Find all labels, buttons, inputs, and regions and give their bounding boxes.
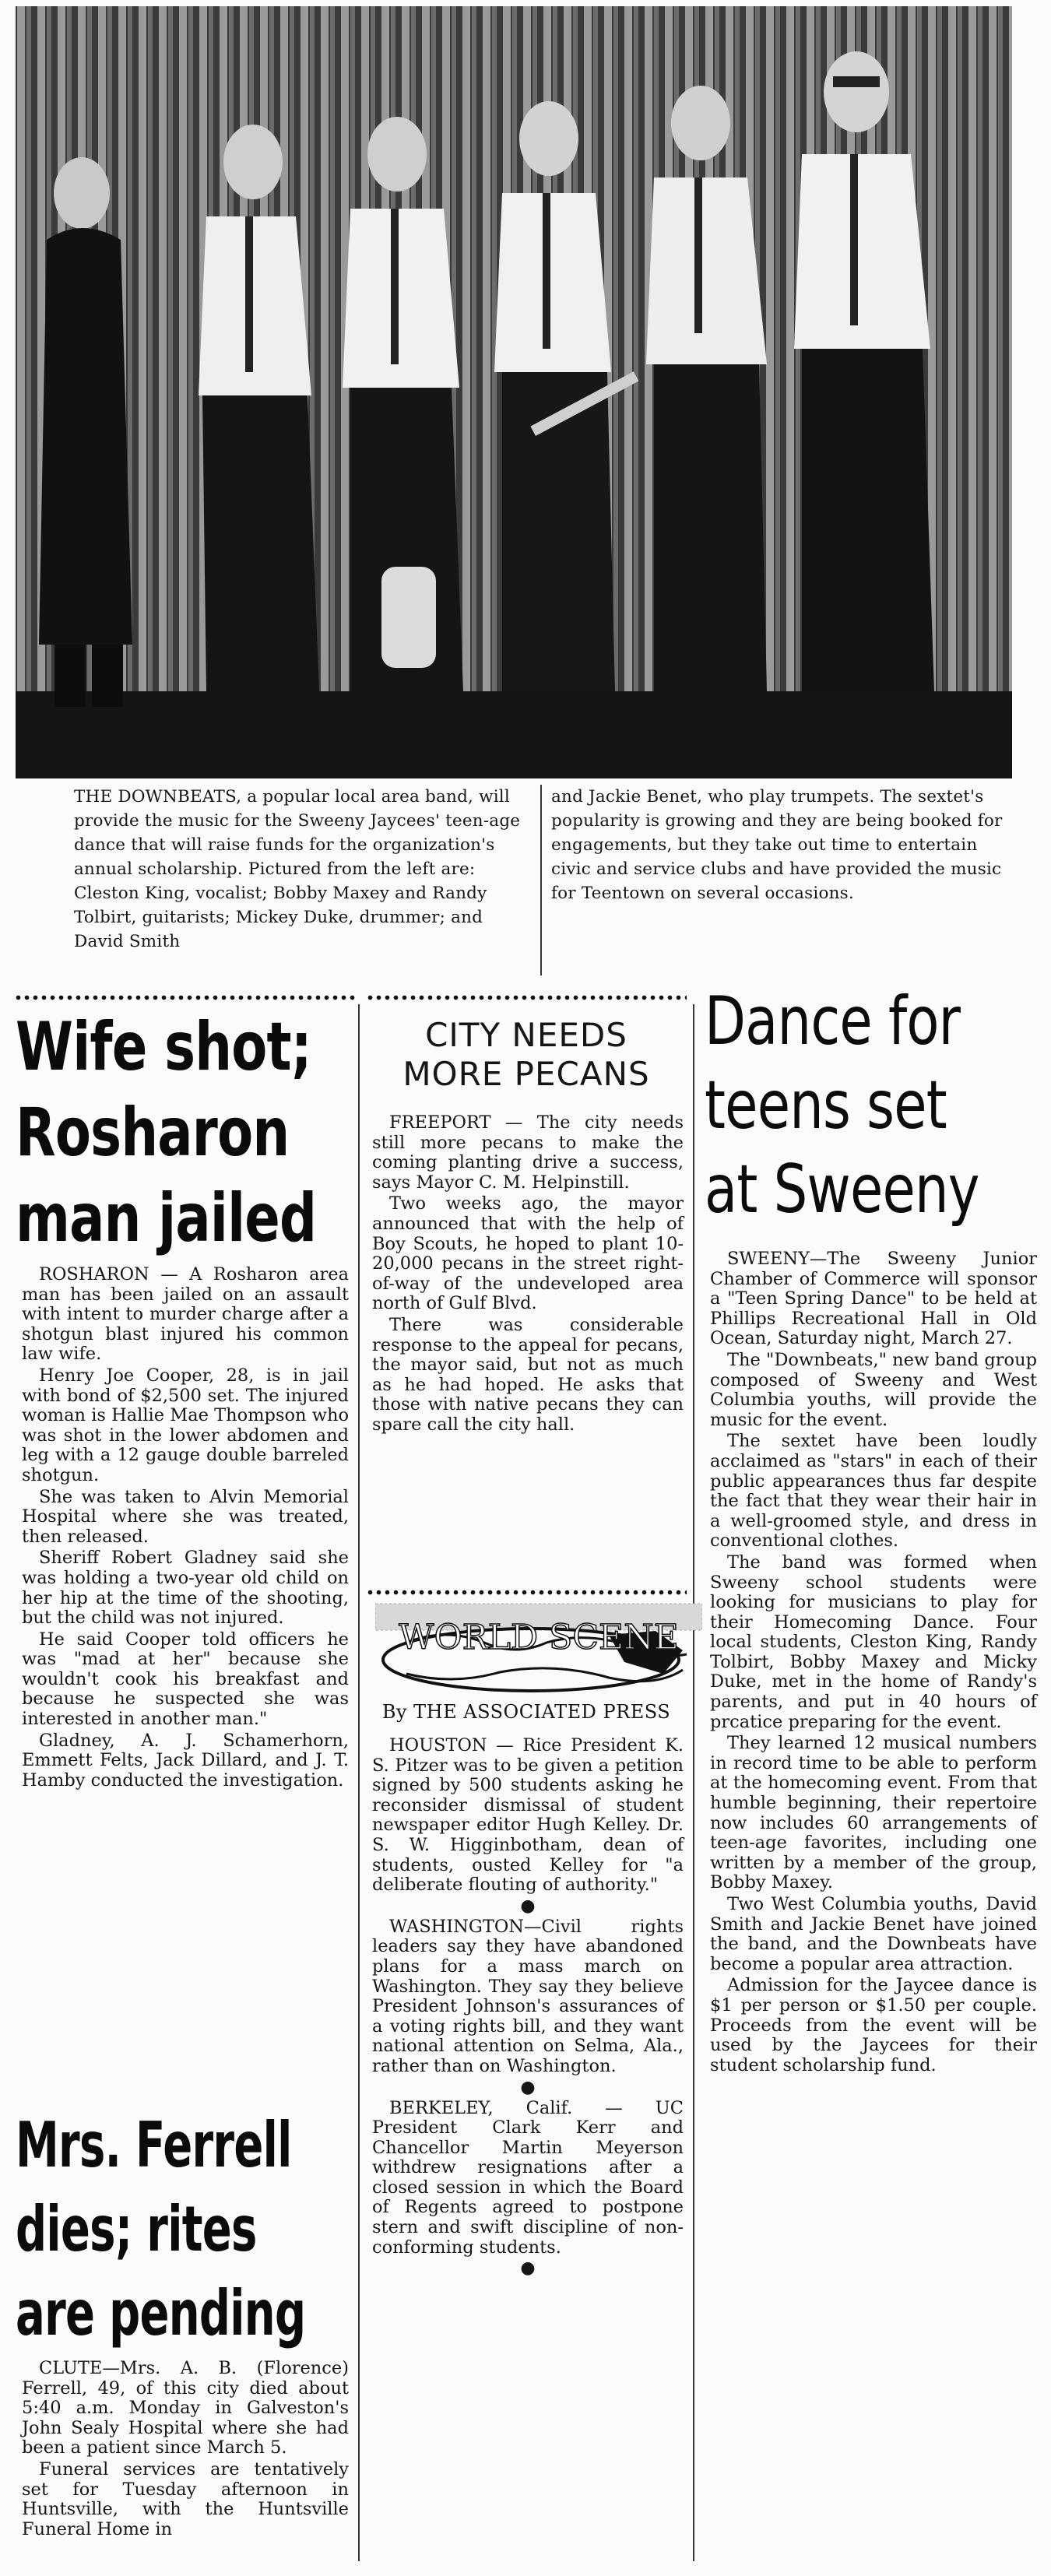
wife-shot-headline-line-3: man jailed (16, 1179, 317, 1257)
band-photo-image (16, 6, 1012, 778)
dance-paragraph: SWEENY—The Sweeny Junior Chamber of Commerce will sponsor a "Teen Spring Dance" to be held at Phillips Recreational Hall in Old Ocean, Saturday night, March 27. (710, 1249, 1037, 1349)
wife-shot-paragraph: ROSHARON — A Rosharon area man has been jailed on an assault with intent to murder charge after a shotgun blast injured his common law wife. (22, 1264, 349, 1365)
bullet-separator: ● (520, 2258, 536, 2279)
dance-paragraph: The sextet have been loudly acclaimed as "stars" in each of their public appearances thus far despite the fact that they wear their hair in a well-groomed style, and dress in conventional clothes. (710, 1431, 1037, 1552)
column-rule-right (693, 1004, 694, 2561)
wife-shot-paragraph: She was taken to Alvin Memorial Hospital where she was treated, then released. (22, 1486, 349, 1547)
pecans-paragraph: There was considerable response to the appeal for pecans, the mayor said, but not as much as he had hoped. He asks that those with native pecans they can spare call the city hall. (372, 1314, 684, 1435)
wife-shot-paragraph: Gladney, A. J. Schamerhorn, Emmett Felts, Jack Dillard, and J. T. Hamby conducted the investigation. (22, 1730, 349, 1791)
world-scene-item: WASHINGTON—Civil rights leaders say they have abandoned plans for a mass march on Washington. They say they believe President Johnson's assurances of a voting rights bill, and they want national attention on Selma, Ala., rather than on Washington. (372, 1916, 684, 2076)
bullet-separator: ● (520, 1896, 536, 1916)
dance-paragraph: Admission for the Jaycee dance is $1 per person or $1.50 per couple. Proceeds from the event will be used by the Jaycees for their student scholarship fund. (710, 1975, 1037, 2075)
world-scene-logo (375, 1588, 702, 1697)
dance-paragraph: The "Downbeats," new band group composed of Sweeny and West Columbia youths, will provide the music for the event. (710, 1349, 1037, 1430)
world-scene-logo-text: WORLD SCENE (399, 1618, 679, 1657)
wife-shot-headline-line-2: Rosharon (16, 1094, 290, 1172)
ferrell-paragraph: Funeral services are tentatively set for Tuesday afternoon in Huntsville, with the Huntsville Funeral Home in (22, 2458, 349, 2539)
caption-rule (540, 785, 542, 975)
photo-caption-left: THE DOWNBEATS, a popular local area band, will provide the music for the Sweeny Jaycees' teen-age dance that will raise funds for the organization's annual scholarship. Pictured from the left are: Cleston King, vocalist; Bobby Maxey and Randy Tolbirt, guitarists; Mickey Duke, drummer; and David Smith (74, 787, 521, 951)
photo-caption-right: and Jackie Benet, who play trumpets. The sextet's popularity is growing and they are being booked for engagements, but they take out time to entertain civic and service clubs and have provided the music for Teentown on several occasions. (551, 787, 1003, 903)
pecans-article (372, 1113, 684, 1436)
world-scene-items (372, 1736, 684, 2279)
dance-paragraph: Two West Columbia youths, David Smith and Jackie Benet have joined the band, and the Downbeats have become a popular area attraction. (710, 1894, 1037, 1974)
wife-shot-article (22, 1265, 349, 1791)
world-scene-item: HOUSTON — Rice President K. S. Pitzer was to be given a petition signed by 500 students asking he reconsider dismissal of student newspaper editor Hugh Kelley. Dr. S. W. Higginbotham, dean of students, ousted Kelley for "a deliberate flouting of authority." (372, 1735, 684, 1896)
dance-paragraph: They learned 12 musical numbers in record time to be able to perform at the homecoming event. From that humble beginning, their repertoire now includes 60 arrangements of teen-age favorites, including one written by a member of the group, Bobby Maxey. (710, 1733, 1037, 1893)
pecans-headline-line-1: CITY NEEDS (425, 1016, 627, 1054)
separator-pecans (366, 995, 687, 1000)
wife-shot-paragraph: Sheriff Robert Gladney said she was holding a two-year old child on her hip at the time of the shooting, but the child was not injured. (22, 1548, 349, 1629)
ferrell-headline-line-1: Mrs. Ferrell (16, 2109, 292, 2181)
wife-shot-paragraph: He said Cooper told officers he was "mad at her" because she wouldn't cook his breakfast and because he suspected she was interested in another man." (22, 1629, 349, 1730)
pecans-paragraph: FREEPORT — The city needs still more pecans to make the coming planting drive a success, says Mayor C. M. Helpinstill. (372, 1112, 684, 1193)
dance-paragraph: The band was formed when Sweeny school students were looking for musicians to play for their Homecoming Dance. Four local students, Cleston King, Randy Tolbirt, Bobby Maxey and Micky Duke, met in the home of Randy's parents, and put in 40 hours of prcatice preparing for the event. (710, 1552, 1037, 1732)
pecans-paragraph: Two weeks ago, the mayor announced that with the help of Boy Scouts, he hoped to plant 10-20,000 pecans in the street right-of-way of the undeveloped area north of Gulf Blvd. (372, 1193, 684, 1314)
ferrell-headline-line-3: are pending (16, 2277, 306, 2349)
wife-shot-headline-line-1: Wife shot; (16, 1008, 311, 1086)
dance-article (710, 1249, 1037, 2075)
dance-headline-line-2: teens set (705, 1067, 947, 1144)
world-scene-item: BERKELEY, Calif. — UC President Clark Kerr and Chancellor Martin Meyerson withdrew resignations after a closed session in which the Board of Regents agreed to postpone stern and swift discipline of non-conforming students. (372, 2097, 684, 2258)
pecans-headline-line-2: MORE PECANS (402, 1055, 650, 1093)
ferrell-headline-line-2: dies; rites (16, 2193, 257, 2265)
ferrell-paragraph: CLUTE—Mrs. A. B. (Florence) Ferrell, 49, of this city died about 5:40 a.m. Monday in Galveston's John Sealy Hospital where she had been a patient since March 5. (22, 2358, 349, 2458)
world-scene-byline: By THE ASSOCIATED PRESS (381, 1701, 671, 1723)
band-photo (16, 6, 1012, 778)
globe-icon (375, 1588, 702, 1697)
ferrell-article (22, 2359, 349, 2539)
bullet-separator: ● (520, 2077, 536, 2097)
dance-headline-line-1: Dance for (705, 982, 961, 1060)
dance-headline-line-3: at Sweeny (705, 1151, 979, 1228)
column-rule-left (358, 1004, 360, 2561)
separator-wife-shot (14, 995, 357, 1000)
wife-shot-paragraph: Henry Joe Cooper, 28, is in jail with bond of $2,500 set. The injured woman is Hallie Mae Thompson who was shot in the lower abdomen and leg with a 12 gauge double barreled shotgun. (22, 1365, 349, 1485)
